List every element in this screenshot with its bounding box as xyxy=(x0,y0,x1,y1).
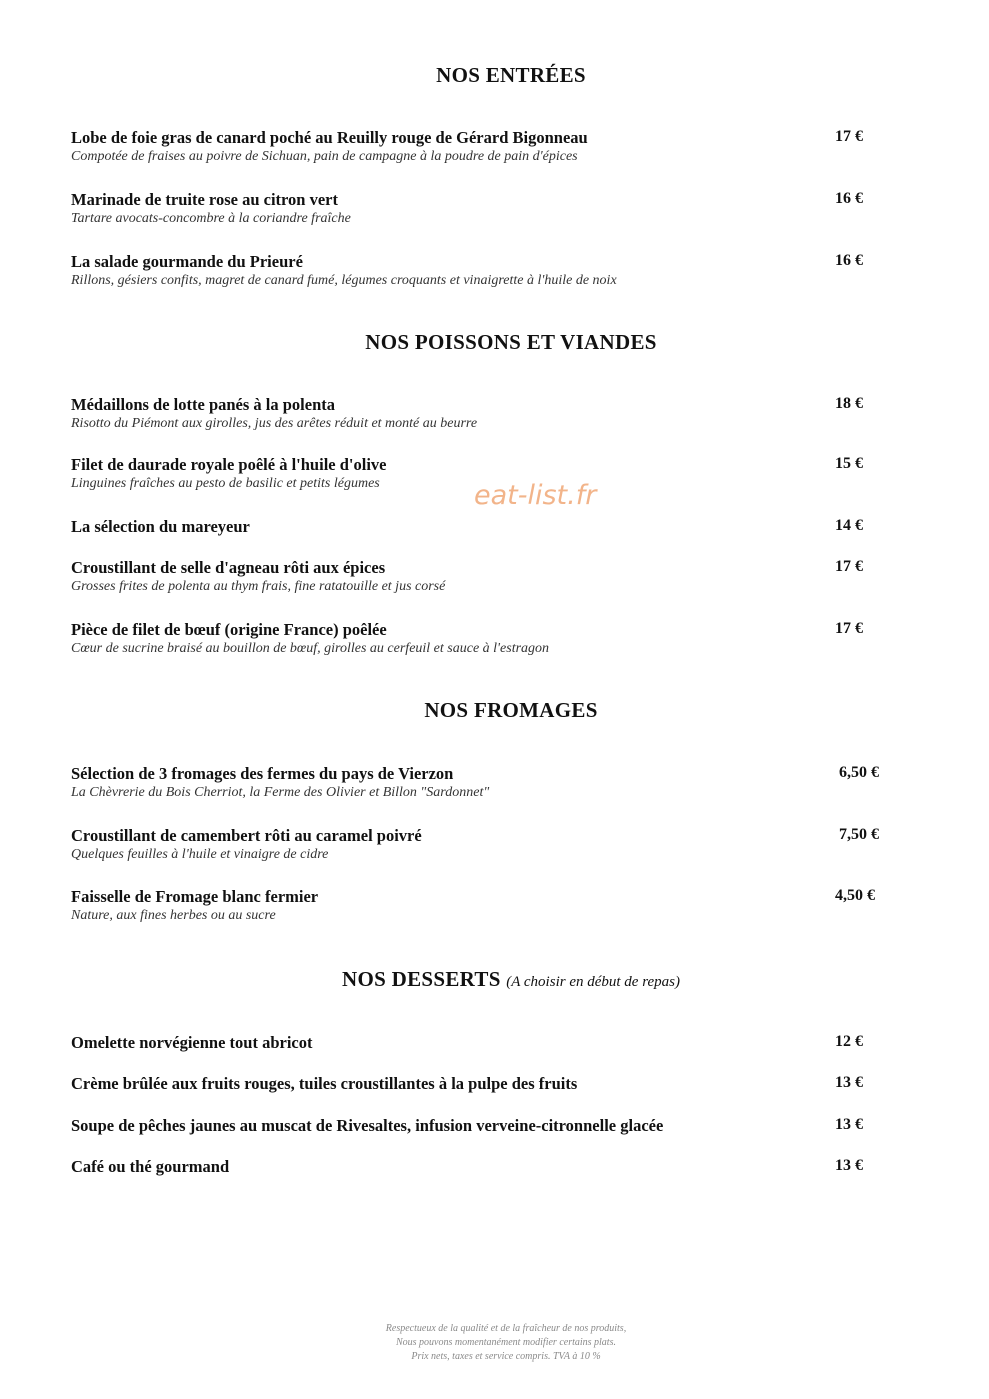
section-title-fromages xyxy=(0,698,989,723)
watermark: eat-list.fr xyxy=(474,480,597,511)
dish-name: La salade gourmande du Prieuré xyxy=(71,252,303,271)
dish-price: 14 € xyxy=(835,517,863,534)
dish-name: Pièce de filet de bœuf (origine France) poêlée xyxy=(71,620,387,639)
section-title-desserts-text: NOS DESSERTS xyxy=(342,967,501,991)
dish-description: Nature, aux fines herbes ou au sucre xyxy=(71,908,276,923)
dish-name: Médaillons de lotte panés à la polenta xyxy=(71,395,336,414)
dish-price: 6,50 € xyxy=(839,764,879,781)
dish-price: 7,50 € xyxy=(839,826,879,843)
footer-line: Nous pouvons momentanément modifier certains plats. xyxy=(396,1337,616,1348)
section-title-poissons-text: NOS POISSONS ET VIANDES xyxy=(365,330,657,354)
dish-price: 17 € xyxy=(835,558,863,575)
dish-price: 15 € xyxy=(835,455,863,472)
section-title-entrees xyxy=(0,63,989,88)
dish-price: 13 € xyxy=(835,1116,863,1133)
dish-name: Faisselle de Fromage blanc fermier xyxy=(71,887,319,906)
dish-price: 17 € xyxy=(835,620,863,637)
section-title-entrees-text: NOS ENTRÉES xyxy=(436,63,586,87)
dish-price: 16 € xyxy=(835,190,863,207)
section-title-fromages-text: NOS FROMAGES xyxy=(424,698,598,722)
dish-name: Filet de daurade royale poêlé à l'huile d'olive xyxy=(71,455,387,474)
dish-description: Tartare avocats-concombre à la coriandre fraîche xyxy=(71,211,351,226)
dish-price: 18 € xyxy=(835,395,863,412)
footer-line: Prix nets, taxes et service compris. TVA à 10 % xyxy=(411,1351,601,1362)
section-title-desserts xyxy=(0,967,989,992)
dish-name: Crème brûlée aux fruits rouges, tuiles croustillantes à la pulpe des fruits xyxy=(71,1074,578,1093)
dish-name: Soupe de pêches jaunes au muscat de Rivesaltes, infusion verveine-citronnelle glacée xyxy=(71,1116,664,1135)
dish-description: La Chèvrerie du Bois Cherriot, la Ferme des Olivier et Billon "Sardonnet" xyxy=(71,785,490,800)
dish-name: Croustillant de camembert rôti au caramel poivré xyxy=(71,826,422,845)
section-title-desserts-note: (A choisir en début de repas) xyxy=(506,974,680,990)
dish-description: Linguines fraîches au pesto de basilic et petits légumes xyxy=(71,476,380,491)
section-title-poissons xyxy=(0,330,989,355)
dish-description: Rillons, gésiers confits, magret de canard fumé, légumes croquants et vinaigrette à l'huile de noix xyxy=(71,273,617,288)
dish-price: 17 € xyxy=(835,128,863,145)
footer-note xyxy=(300,1322,712,1364)
dish-name: Marinade de truite rose au citron vert xyxy=(71,190,338,209)
dish-price: 12 € xyxy=(835,1033,863,1050)
dish-price: 13 € xyxy=(835,1157,863,1174)
dish-name: Omelette norvégienne tout abricot xyxy=(71,1033,313,1052)
dish-description: Cœur de sucrine braisé au bouillon de bœuf, girolles au cerfeuil et sauce à l'estragon xyxy=(71,641,550,656)
dish-name: Café ou thé gourmand xyxy=(71,1157,230,1176)
dish-name: Croustillant de selle d'agneau rôti aux épices xyxy=(71,558,386,577)
dish-description: Grosses frites de polenta au thym frais, fine ratatouille et jus corsé xyxy=(71,579,446,594)
dish-price: 13 € xyxy=(835,1074,863,1091)
footer-line: Respectueux de la qualité et de la fraîcheur de nos produits, xyxy=(385,1323,627,1334)
dish-description: Risotto du Piémont aux girolles, jus des arêtes réduit et monté au beurre xyxy=(71,416,478,431)
dish-price: 16 € xyxy=(835,252,863,269)
dish-name: Lobe de foie gras de canard poché au Reuilly rouge de Gérard Bigonneau xyxy=(71,128,588,147)
dish-description: Compotée de fraises au poivre de Sichuan, pain de campagne à la poudre de pain d'épices xyxy=(71,149,578,164)
dish-name: Sélection de 3 fromages des fermes du pays de Vierzon xyxy=(71,764,454,783)
dish-price: 4,50 € xyxy=(835,887,875,904)
dish-description: Quelques feuilles à l'huile et vinaigre de cidre xyxy=(71,847,329,862)
dish-name: La sélection du mareyeur xyxy=(71,517,250,536)
